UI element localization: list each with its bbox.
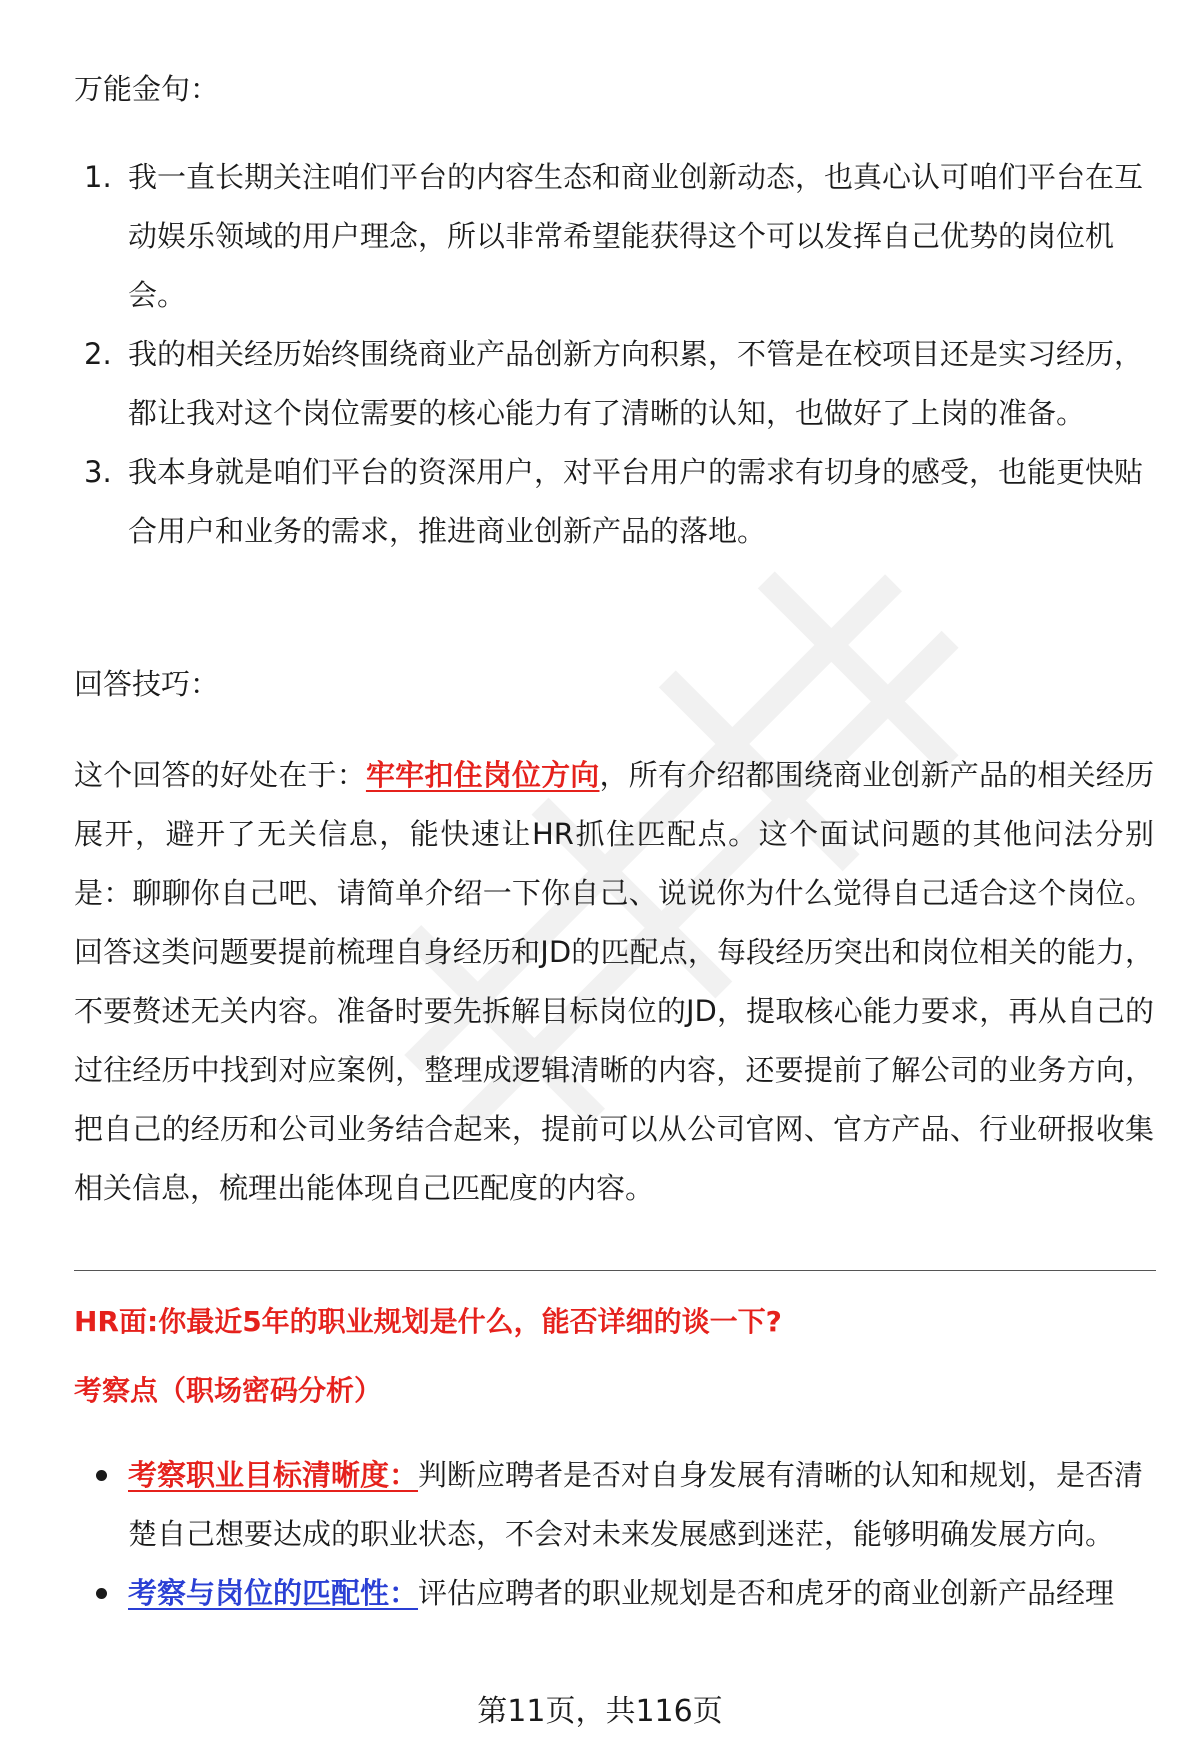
- list-number: 2.: [84, 337, 112, 371]
- point-label: 考察与岗位的匹配性：: [128, 1576, 419, 1610]
- tips-body: ，所有介绍都围绕商业创新产品的相关经历展开，避开了无关信息，能快速让HR抓住匹配点。这个面试问题的其他问法分别是：聊聊你自己吧、请简单介绍一下你自己、说说你为什么觉得自己适合这个岗位。回答这类问题要提前梳理自身经历和JD的匹配点，每段经历突出和岗位相关的能力，不要赘述无关内容。准备时要先拆解目标岗位的JD，提取核心能力要求，再从自己的过往经历中找到对应案例，整理成逻辑清晰的内容，还要提前了解公司的业务方向，把自己的经历和公司业务结合起来，提前可以从公司官网、官方产品、行业研报收集相关信息，梳理出能体现自己匹配度的内容。: [74, 758, 1154, 1205]
- golden-sentences-list: [74, 148, 1154, 561]
- section-divider: [74, 1270, 1156, 1271]
- list-number: 3.: [84, 455, 112, 489]
- list-item: [74, 1564, 1154, 1623]
- tips-highlight: 牢牢扣住岗位方向: [365, 758, 600, 792]
- tips-prefix: 这个回答的好处在于：: [74, 758, 366, 792]
- bullet-icon: [96, 1588, 107, 1599]
- answer-tips-paragraph: [74, 746, 1154, 1218]
- hr-question-heading: HR面:你最近5年的职业规划是什么，能否详细的谈一下?: [74, 1305, 782, 1338]
- answer-tips-heading: 回答技巧：: [74, 667, 220, 701]
- list-item-text: 我本身就是咱们平台的资深用户，对平台用户的需求有切身的感受，也能更快贴合用户和业务的需求，推进商业创新产品的落地。: [128, 455, 1144, 548]
- point-label: 考察职业目标清晰度：: [128, 1458, 419, 1492]
- bullet-icon: [96, 1470, 107, 1481]
- list-item-text: 我一直长期关注咱们平台的内容生态和商业创新动态，也真心认可咱们平台在互动娱乐领域的用户理念，所以非常希望能获得这个可以发挥自己优势的岗位机会。: [128, 160, 1144, 312]
- page-number: 第11页，共116页: [477, 1694, 723, 1729]
- analysis-heading: 考察点（职场密码分析）: [74, 1374, 383, 1407]
- list-item: [74, 443, 1154, 561]
- list-item-text: 我的相关经历始终围绕商业产品创新方向积累，不管是在校项目还是实习经历，都让我对这个岗位需要的核心能力有了清晰的认知，也做好了上岗的准备。: [128, 337, 1144, 430]
- point-text: 评估应聘者的职业规划是否和虎牙的商业创新产品经理: [418, 1576, 1115, 1610]
- list-item: [74, 148, 1154, 325]
- point-text: 判断应聘者是否对自身发展有清晰的认知和规划，是否清楚自己想要达成的职业状态，不会对未来发展感到迷茫，能够明确发展方向。: [128, 1458, 1144, 1551]
- analysis-points-list: [74, 1446, 1154, 1623]
- list-item: [74, 325, 1154, 443]
- list-item: [74, 1446, 1154, 1564]
- golden-sentences-heading: 万能金句：: [74, 72, 220, 106]
- list-number: 1.: [84, 160, 112, 194]
